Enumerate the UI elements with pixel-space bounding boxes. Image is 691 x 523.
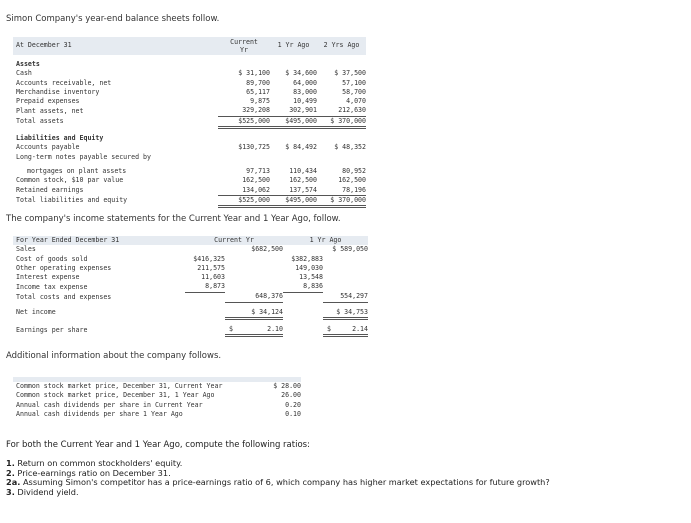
header-current-yr: Current Yr — [230, 38, 258, 54]
eps-row: Earnings per share $ 2.10 $ 2.14 — [13, 325, 368, 336]
total-assets-row: Total assets $525,000 $495,000 $ 370,000 — [13, 116, 366, 127]
table-row: Sales $682,500 $ 589,050 — [16, 245, 368, 254]
table-row: Annual cash dividends per share in Current Year 0.20 — [16, 400, 301, 409]
total-costs-row: Total costs and expenses 648,376 554,297 — [16, 292, 368, 301]
table-row: Income tax expense 8,873 8,836 — [16, 282, 323, 291]
list-item: 1. Return on common stockholders' equity. — [6, 458, 183, 468]
net-income-row: Net income $ 34,124 $ 34,753 — [13, 308, 368, 319]
list-item: 2. Price-earnings ratio on December 31. — [6, 467, 171, 478]
table-row: Common stock market price, December 31, Current Year $ 28.00 — [16, 382, 301, 390]
income-statement-table — [13, 236, 368, 337]
table-row: Annual cash dividends per share 1 Year Ago 0.10 — [16, 409, 301, 418]
additional-intro-text: Additional information about the company follows. — [6, 351, 222, 361]
eps-prior: $ 2.14 — [323, 325, 368, 336]
table-row: Retained earnings 134,062 137,574 78,196 — [16, 185, 366, 194]
header-label: At December 31 — [16, 41, 72, 50]
total-liabilities-row: Total liabilities and equity $525,000 $495,000 $ 370,000 — [13, 195, 366, 206]
table-row: mortgages on plant assets 97,713 110,434 80,952 — [27, 166, 366, 175]
table-row: Other operating expenses 211,575 149,030 — [16, 263, 323, 272]
ratios-list — [6, 459, 550, 498]
income-intro-text: The company's income statements for the Current Year and 1 Year Ago, follow. — [6, 214, 341, 224]
eps-current: $ 2.10 — [225, 325, 283, 336]
balance-sheet-header — [13, 37, 366, 55]
table-row: Merchandise inventory 65,117 83,000 58,700 — [16, 87, 366, 96]
table-row: Common stock market price, December 31, 1 Year Ago 26.00 — [16, 391, 301, 400]
income-header-1-yr-ago: 1 Yr Ago — [309, 236, 342, 244]
ratios-intro-text: For both the Current Year and 1 Year Ago, compute the following ratios: — [6, 440, 310, 450]
list-item: 3. Dividend yield. — [6, 487, 79, 498]
list-item: 2a. Assuming Simon's competitor has a price-earnings ratio of 6, which company has higher market expectations for future growth? — [6, 477, 550, 488]
table-row: Common stock, $10 par value 162,500 162,500 162,500 — [16, 176, 366, 185]
intro-text: Simon Company's year-end balance sheets follow. — [6, 14, 220, 24]
income-header: For Year Ended December 31 Current Yr 1 Yr Ago — [13, 236, 368, 245]
table-row: Prepaid expenses 9,875 10,499 4,070 — [16, 97, 366, 106]
table-row: Accounts payable $130,725 $ 84,492 $ 48,352 — [16, 143, 366, 152]
header-1-yr-ago: 1 Yr Ago — [277, 41, 310, 50]
header-2-yrs-ago: 2 Yrs Ago — [323, 41, 360, 50]
table-row: Accounts receivable, net 89,700 64,000 57,100 — [16, 78, 366, 87]
assets-heading: Assets — [16, 60, 40, 68]
table-row: Plant assets, net 329,208 302,901 212,630 — [16, 106, 366, 115]
balance-sheet-table: At December 31 Current Yr 1 Yr Ago 2 Yrs Ago Assets Cash $ 31,100 $ 34,600 $ 37,500 Accounts receivable, net 89,700 64,000 57,100 Merchandise inventory 65,117 83,000 58,700 Prepaid expenses 9,875 10,499 4,070 Plant assets, net 329,208 302,901 212,630 Total assets $525,000 $495,000 $ 370,000 Liabilities and Equity Accounts payable $130,725 $ 84,492 $ 48,352 Long-term notes payable secured by mortgages on plant assets 97,713 110,434 80,952 Common stock, $10 par value 162,500 162,500 162,500 Retained earnings 134,062 137,574 78,196 Total liabilities and equity $525,000 $495,000 $ 370,000 — [13, 37, 366, 208]
table-row: Interest expense 11,603 13,548 — [16, 273, 323, 282]
table-row: Cash $ 31,100 $ 34,600 $ 37,500 — [16, 69, 366, 78]
table-row: Cost of goods sold $416,325 $382,883 — [16, 254, 323, 263]
liabilities-heading: Liabilities and Equity — [16, 134, 104, 143]
income-header-current-yr: Current Yr — [214, 236, 254, 244]
additional-info-table — [13, 377, 301, 419]
